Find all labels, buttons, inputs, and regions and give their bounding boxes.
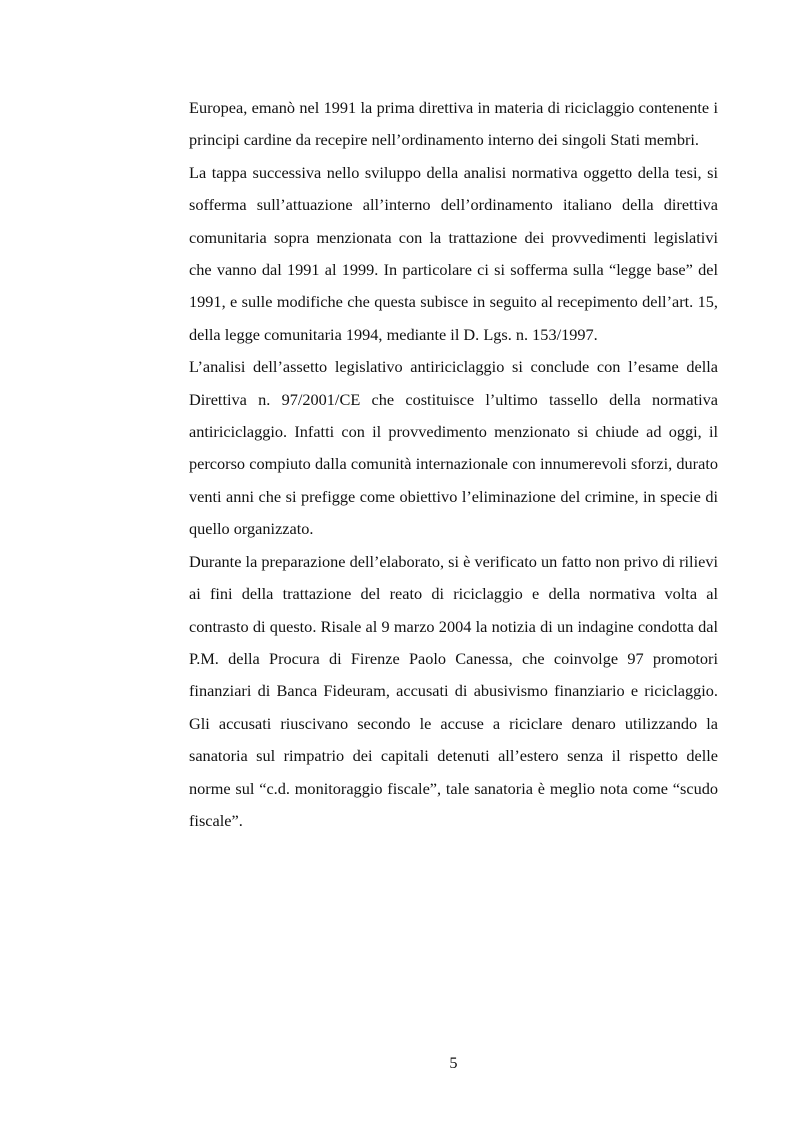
paragraph-italian-implementation: La tappa successiva nello sviluppo della analisi normativa oggetto della tesi, si sofferma sull’attuazione all’interno dell’ordinamento italiano della direttiva comunitaria sopra menzionata con la trattazione dei provvedimenti legislativi che vanno dal 1991 al 1999. In particolare ci si sofferma sulla “legge base” del 1991, e sulle modifiche che questa subisce in seguito al recepimento dell’art. 15, della legge comunitaria 1994, mediante il D. Lgs. n. 153/1997. — [189, 162, 718, 344]
page-number: 5 — [449, 1053, 458, 1072]
body-text — [189, 92, 718, 837]
paragraph-fideuram-investigation: Durante la preparazione dell’elaborato, si è verificato un fatto non privo di rilievi ai fini della trattazione del reato di riciclaggio e della normativa volta al contrasto di questo. Risale al 9 marzo 2004 la notizia di un indagine condotta dal P.M. della Procura di Firenze Paolo Canessa, che coinvolge 97 promotori finanziari di Banca Fideuram, accusati di abusivismo finanziario e riciclaggio. Gli accusati riuscivano secondo le accuse a riciclare denaro utilizzando la sanatoria sul rimpatrio dei capitali detenuti all’estero senza il rispetto delle norme sul “c.d. monitoraggio fiscale”, tale sanatoria è meglio nota come “scudo fiscale”. — [189, 551, 718, 830]
paragraph-directive-1991: Europea, emanò nel 1991 la prima direttiva in materia di riciclaggio contenente i principi cardine da recepire nell’ordinamento interno dei singoli Stati membri. — [189, 98, 718, 150]
paragraph-directive-2001: L’analisi dell’assetto legislativo antiriciclaggio si conclude con l’esame della Direttiva n. 97/2001/CE che costituisce l’ultimo tassello della normativa antiriciclaggio. Infatti con il provvedimento menzionato si chiude ad oggi, il percorso compiuto dalla comunità internazionale con innumerevoli sforzi, durato venti anni che si prefigge come obiettivo l’eliminazione del crimine, in specie di quello organizzato. — [189, 357, 718, 539]
